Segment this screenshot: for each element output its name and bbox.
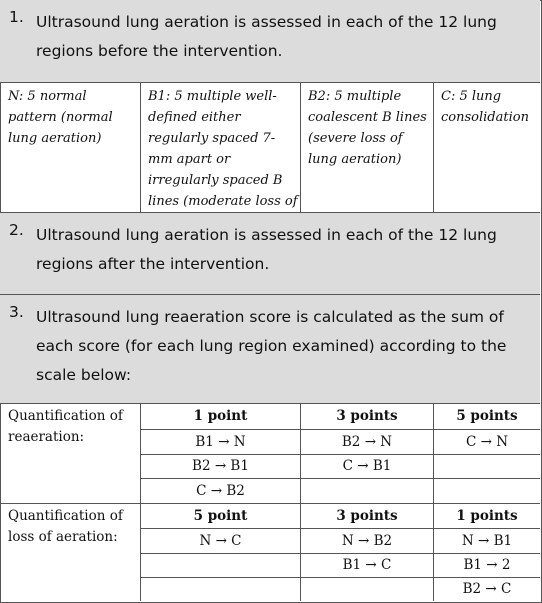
divider bbox=[141, 528, 540, 529]
step-3-number: 3. bbox=[9, 303, 24, 321]
divider bbox=[141, 478, 540, 479]
loss-header-3: 3 points bbox=[336, 508, 398, 524]
table-cell: B2 → C bbox=[462, 581, 512, 597]
table-cell: C → B1 bbox=[342, 458, 392, 474]
table-cell bbox=[141, 578, 300, 600]
reaeration-header-3: 3 points bbox=[336, 408, 398, 424]
step-2-text: Ultrasound lung aeration is assessed in each of the 12 lung regions after the intervention. bbox=[36, 226, 497, 273]
step-2 bbox=[0, 213, 540, 294]
reaeration-header-5: 5 points bbox=[456, 408, 518, 424]
table-cell bbox=[141, 554, 300, 576]
table-cell bbox=[301, 578, 433, 600]
table-cell: N → B2 bbox=[341, 533, 393, 549]
divider bbox=[433, 83, 434, 212]
step-3-text: Ultrasound lung reaeration score is calculated as the sum of each score (for each lung region examined) according to the scale below: bbox=[36, 308, 507, 384]
table-cell: N → C bbox=[199, 533, 242, 549]
step-2-number: 2. bbox=[9, 221, 24, 239]
step-3 bbox=[0, 295, 540, 403]
divider bbox=[300, 83, 301, 212]
table-cell bbox=[434, 455, 540, 477]
table-cell bbox=[301, 480, 433, 502]
divider bbox=[0, 82, 540, 83]
step-1 bbox=[0, 0, 540, 82]
table-cell: B1 → N bbox=[195, 434, 246, 450]
category-normal: N: 5 normal pattern (normal lung aeration) bbox=[8, 89, 113, 146]
reaeration-header-1: 1 point bbox=[193, 408, 248, 424]
table-cell: B1 → 2 bbox=[463, 557, 511, 573]
loss-label: Quantification of loss of aeration: bbox=[8, 508, 123, 545]
table-cell: B1 → C bbox=[342, 557, 392, 573]
divider bbox=[141, 429, 540, 430]
category-b2: B2: 5 multiple coalescent B lines (severe loss of lung aeration) bbox=[308, 89, 427, 167]
divider bbox=[0, 503, 540, 504]
divider bbox=[140, 83, 141, 212]
table-cell: C → N bbox=[465, 434, 509, 450]
divider bbox=[0, 403, 540, 404]
step-1-number: 1. bbox=[9, 8, 24, 26]
step-1-text: Ultrasound lung aeration is assessed in each of the 12 lung regions before the intervention. bbox=[36, 13, 497, 60]
table-cell bbox=[434, 480, 540, 502]
table-cell: C → B2 bbox=[196, 483, 245, 499]
table-cell: B2 → B1 bbox=[192, 458, 249, 474]
category-b1: B1: 5 multiple well-defined either regularly spaced 7-mm apart or irregularly spaced B lines (moderate loss of bbox=[148, 89, 298, 209]
table-cell: B2 → N bbox=[341, 434, 393, 450]
loss-header-5: 5 point bbox=[193, 508, 248, 524]
category-consolidation: C: 5 lung consolidation bbox=[441, 89, 529, 125]
table-cell: N → B1 bbox=[461, 533, 513, 549]
reaeration-label: Quantification of reaeration: bbox=[8, 408, 123, 445]
loss-header-1: 1 points bbox=[456, 508, 518, 524]
